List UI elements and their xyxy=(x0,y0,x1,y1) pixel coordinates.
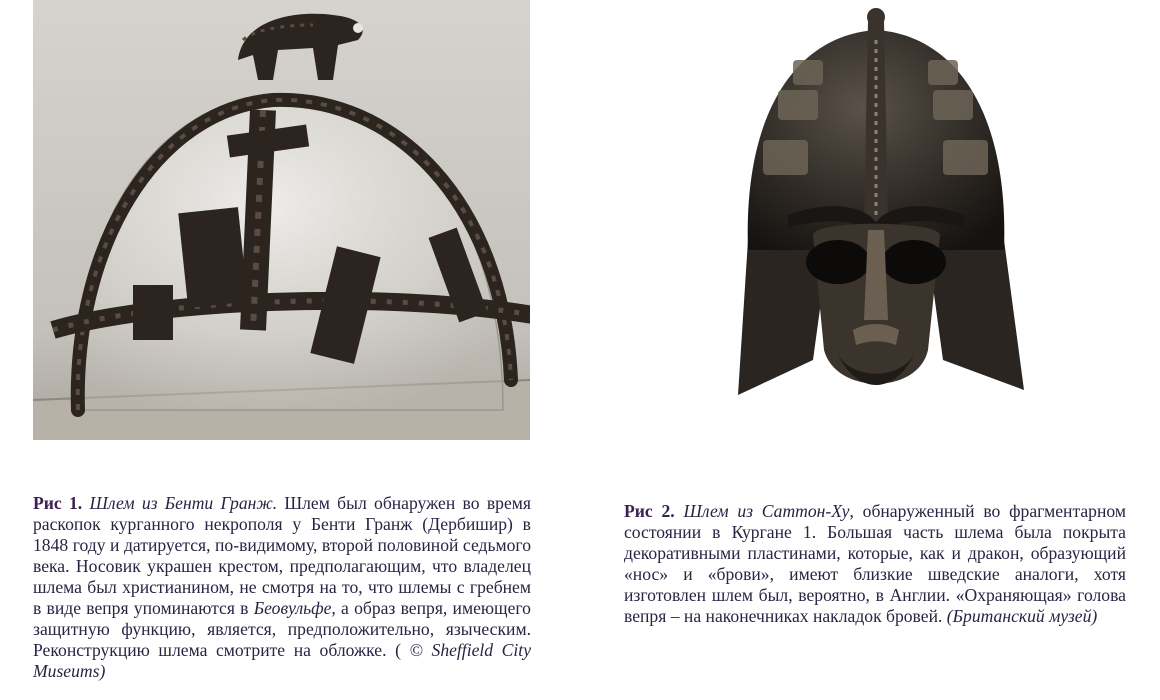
figure-1-caption xyxy=(33,493,531,682)
figure-2-photo xyxy=(718,0,1034,440)
sutton-hoo-helmet-image xyxy=(718,0,1034,440)
figure-1-photo xyxy=(33,0,530,440)
figure-1-label: Рис 1. xyxy=(33,493,83,513)
figure-2-text: , обнаруженный во фрагментарном состоянии в Кургане 1. Большая часть шлема была покрыта декоративными пластинами, которые, как и дракон, образующий «нос» и «брови», имеют близкие шведские аналоги, хотя изготовлен шлем был, вероятно, в Англии. «Охраняющая» голова вепря – на наконечниках накладок бровей. xyxy=(624,501,1126,626)
figure-2-credit: (Британский музей) xyxy=(946,606,1098,626)
figure-1-beowulf: Беовульфе xyxy=(253,598,332,618)
figure-1-credit: © Sheffield City Museums) xyxy=(33,640,532,681)
benty-grange-helmet-image xyxy=(33,0,530,440)
figure-2-title: Шлем из Саттон-Ху xyxy=(683,501,850,521)
figure-2-caption xyxy=(624,501,1126,627)
figure-2-label: Рис 2. xyxy=(624,501,675,521)
figure-1-text-a: Шлем был обнаружен во время раскопок курганного некрополя у Бенти Гранж (Дербишир) в 1848 году и датируется, по-видимому, второй половиной седьмого века. Носовик украшен крестом, предполагающим, что владелец шлема был христианином, не смотря на то, что шлемы с гребнем в виде вепря упоминаются в xyxy=(33,493,531,618)
figure-1-title: Шлем из Бенти Гранж. xyxy=(89,493,278,513)
figure-1-text-b: , а образ вепря, имеющего защитную функцию, является, предположительно, языческим. Реконструкцию шлема смотрите на обложке. ( xyxy=(33,598,531,660)
